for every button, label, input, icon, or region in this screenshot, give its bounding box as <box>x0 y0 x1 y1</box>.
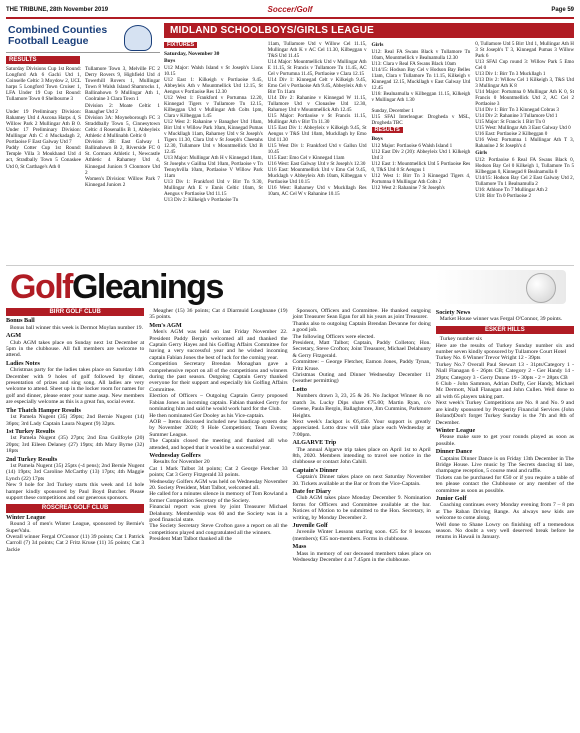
article-text: Round 3 of men's Winter League, sponsored by Bernie's SuperValu. Overall winner Fergal O'Connor (11) 39 points; Cat 1 Patrick Carroll (7) 34 points; Cat 2 Fritz Kruse (11) 35 points; Cat 3 Jackie <box>6 521 145 553</box>
fixtures-date: Saturday, November 30 <box>164 51 220 57</box>
article-text: Club AGM takes place on Sunday next 1st December at 5pm in the clubhouse. All full members are welcome to attend. <box>6 339 145 359</box>
article-heading: ALGARVE Trip <box>292 439 337 447</box>
article-text: Juvenile Winter Lessons starting soon. €25 for 8 lessons (members); €35 non-members. Forms in clubhouse. <box>292 529 431 542</box>
msl-col1-text: U12 Major: Walsh Island v St Joseph's Lions 10.15 U12 East 1: Kilkeigh v Portlaoise 9.45, Abbeyleix Ath v Mountmellick Utd 12.15, St Aengus v Portlaoise Res 12.30 U12 West 1: Frankford v Portumna 12.20, Kinnegad Tigers v Tullamore Tn 12.15, Kilbeggan Utd v Mullingar Ath Colts 1pm, Clara v Kilbeggan 1.45 U12 West 2: Rahanine v Banagher Utd 10am, Birr Utd v Willow Park 10am, Kinnegad Pumas v Muckllagh 11am, Raharney Utd v St Joseph's Tigers 11.30, Clara Utd v St Joseph's Cheetahs 12.30, Tullamore Utd v Mountmellick Utd B 12.45 U13 Major: Mullingar Ath H v Kinnegad 10am, St Josephs v Gaillna Utd 10am, Portlaoise v Tn Tennyhvilla 10am, Portlaoise V Willow Park 11am U13 Div 1: Frankford Utd v Birr Tn 9.30, Mullingar Ath E v Ennis Celtic 10am, St Aengus v Portlaoise Utd 11.15 U13 Div 2: Kilkeigh v Portlaoise Tn <box>164 65 263 203</box>
paper-name: THE TRIBUNE, 28th November 2019 <box>6 7 109 13</box>
article-text: Coaching continues every Monday evening from 7 – 8 pm at The Raban Driving Range. As always new kids are welcome to come along. Well done to Shane Lowry on finishing off a tremendous season. No doubt a very well deserved break before he returns in Hawaii in January. <box>435 502 574 541</box>
ccfl-column-1 <box>6 66 81 188</box>
boys-label: Boys <box>164 58 176 64</box>
combined-counties-section <box>6 23 160 261</box>
article-heading: Winter League <box>435 426 476 434</box>
ccfl-title-line1: Combined Counties <box>8 24 108 36</box>
article-text: Bonus ball winner this week is Dermot Moylan number 19. <box>10 324 143 331</box>
article-heading: 1st Turkey Results <box>6 427 55 435</box>
ccfl-col1-text: Saturday Divisions Cup 1st Round: Longford Ath 6 Gachi Utd 1, Coinselle Celtic 3 Moydow 2, UCL harps 5 Longford Town Cruiser 1, LFA Under 19 Cup 1st Round: Tullamore Town 0 Shelbourne 3 Under 19 Preliminary Division: Rahamey Utd 4 Ascona Harps 4, S Willow Park 2 Mullingar Ath B 0. Under 17 Preliminary Division: Mullingar Ath C 4 Muckadagh 2, Portlaoise F East Galway Utd 7 Paddy Cotter Cup 1st Round: Temple Villa 3 Moukhand Utd 4 act, Stradbally Town 5 Conaskee Utd 0, St Carthage's Ath 0 <box>6 66 81 170</box>
fixtures-label: FIXTURES <box>164 42 197 48</box>
article-text: The annual Algarve trip takes place on April 1st to April 8th, 2020. Members intending to travel see notice in the clubhouse or contact John Cahill. <box>292 446 431 466</box>
msl-column-4 <box>475 41 574 203</box>
article-heading: Mass <box>292 543 307 551</box>
article-heading: Society News <box>435 309 471 316</box>
esker-hills-header: ESKER HILLS <box>436 326 574 334</box>
article-text: Please make sure to get your rounds played as soon as possible. <box>435 434 574 447</box>
article-text: 1st Pamela Nugent (35) 27pts; 2nd Ena Guilfoyle (20) 20pts; 3rd Eileen Delaney (27) 19pts; 4th Mary Byrne (32) 18pts <box>6 435 145 455</box>
article-text: Captain's Dinner takes place on next Saturday November 30. Tickets available at the Bar or from the Vice-Captain. <box>292 474 431 487</box>
msl-column-1 <box>164 41 263 203</box>
roscrea-club-header: ROSCREA GOLF CLUB <box>6 504 144 512</box>
page-header <box>6 4 574 16</box>
msl-results-label: RESULTS <box>372 127 403 133</box>
article-heading: AGM <box>6 332 22 340</box>
article-heading: Winter League <box>6 513 46 521</box>
article-text: Meagher (15) 36 points; Cat 4 Diarmuid Loughnane (19) 35 points. <box>149 308 288 321</box>
msl-col3-text: U12: Real FA Swans Black v Tullamore Tn 10am, Mountmellick v Bealnamulla 12.30 U13: Clara v Real FA Swans Black 10am U14/15: Hodson Bay Cel v Hodson Bay Belles 11am, Clara v Tullamore Tn 11.15, Kilkeigh v Kinnegad 12.15, Muckllagh v East Galway Utd 12.45 U16: Bealnamulla v Kilbeggan 11.15, Kilkeigh v Mullingar Ath 1.30 <box>371 49 471 103</box>
ccfl-title-line2: Football League <box>8 35 89 47</box>
article-text: Numbers drawn 3, 23, 25 & 26. No Jackpot Winner & no match 3s. Lucky Dips share €75.00; Martin Ryan, c/o Greene, Paula Bergin, Ballaghmore, Jim Cummins, Parkmore Heights. Next week's Jackpot is €6,450. Your support is greatly appreciated. Lotto draw will take place each Wednesday at 7:00pm. <box>292 393 431 438</box>
article-text: Mass in memory of our deceased members takes place on Wednesday December 4 at 7.45pm in the clubhouse. <box>292 550 431 564</box>
golf-gleanings-title <box>10 270 223 304</box>
results-boys-label: Boys <box>371 136 383 142</box>
article-text: 1st Pamela Nugent (35) 25pts (-4 pens); 2nd Bernie Nugent (14) 19pts; 3rd Caroline McCarthy (13) 17pts; 4th Maggie Lynch (22) 17pts New 9 hole for 3rd Turkey starts this week and 14 hole hamper kindly sponsored by Paul Boyd Butcher. Please support these competitions and our generous sponsors. <box>6 462 145 501</box>
article-text: Christmas party for the ladies takes place on Saturday 14th December with 9 holes of golf followed by dinner, presentation of prizes and sing song. All ladies are very welcome to attend. Sheet up in the locker room for names for golf and dinner, please enter your name asap. New members are especially welcome as this is a great fun, social event. <box>6 367 145 406</box>
msl-results-text: U12 Major: Portlaoise 6 Walsh Island 1 U12 East Div 2 (20): Abbeyleix Utd 1 Kilkeigh Utd 3 U12 East 1: Mountmellick Utd 5 Portlaoise Res 0, T&S Utd 0 St Aengus 1 U12 West 1: Birr Tn 3 Kinnegad Tigers 4, Portumna 0 Mullingar Ath Colts 2 U12 West 2: Rahanine 7 St Joseph's <box>371 143 471 191</box>
msl-col4-text: 0, Tullamore Utd 5 Birr Utd 1, Mullingar Ath H 3 St Joseph's T 3, Kinnegad Pumas 3 Willow Park 6 U13 SFAI Cup round 3: Willow Park 5 Emo Cel 0 U13 Div 1: Birr Tn 3 Muckllagh 1 U13 Div 2: Willow Cel 1 Kilkeigh 3, T&S Utd 3 Mullingar Ath K 8 U14 Major: Portumna 0 Mullingar Ath K 0, St Francis 0 Mountmellick Utd 2, AC Cel 2 Portlaoise 3 U14 Div 1: Birr Tn 3 Kinnegad Cobras 3 U14 Div 2: Rahanine 3 Tullamore Utd 1 U15 Major: St Francis 1 Birr Tn 0 U15 West: Mullingar Ath 3 East Galway Utd 0 U16 East: Portlaoise 2 Kilbeggan 0 U16 West: Portumna 1 Mullingar Ath T 3, Rahanine 2 St Joseph's 4 <box>475 41 574 149</box>
ccfl-col2-text: Tullamore Town 3, Melville FC 2 Derry Rovers 9, Highfield Utd 4 Towerhill Rovers 1, Mullingar Town 8 Walsh Island Shamrocks 1, Ballinahown 9 Mullingar Ath 1, Coolraine 3 Clara Town 1 Division 2: Moate Celtic 1 Banagher Utd 2 Division 3A: Moyneborough FC 3 Straddbally Town 5, Cinnesytown Celtic 4 Rosenallis B 1, Abbeyleix Athletic 4 Mullinabh Celtic 0 Division 3B: East Galway 1 Ballinahown B 2, Riverside FC 0 St. Cormacs Athletic 1, Newcastle Athletic 4 Rahamey Utd 4, Kinnegad Juniors 9 Clonmore Utd 2 Women's Division: Willow Park 7 Kinnegad Juniors 2 <box>85 66 160 188</box>
midland-schoolboys-section <box>164 23 574 261</box>
page-number: Page 59 <box>551 7 574 13</box>
ccfl-column-2 <box>85 66 160 188</box>
article-text: Club AGM takes place Monday December 9. Nomination forms for Officers and Committee available at the bar. Notices of Motion to be submitted to the Hon. Secretary, in writing, by Monday December 2. <box>292 495 431 521</box>
article-heading: Captain's Dinner <box>292 466 339 474</box>
results-girls-label: Girls <box>475 150 488 156</box>
article-text: Results for November 20 Cat 1 Mark Talbot 34 points; Cat 2 George Fletcher 33 points; Cat 3 Gerry Fitzgerald 33 points. Wednesday Golfers AGM was held on Wednesday November 20. Society President, Matt Talbot, welcomed all. He called for a minutes silence in memory of Tom Rowland a former Competition Secretary of the Society. Financial report was given by joint Treasurer Michael Delahunty. Membership was 60 and the Society was in a good financial state. The Society Secretary Steve Crofton gave a report on all the competitions played and congratulated all the winners. President Matt Talbot thanked all the <box>149 459 288 543</box>
golf-column-1 <box>6 308 144 565</box>
golf-gleanings-banner <box>6 265 574 305</box>
article-heading: Men's AGM <box>149 321 182 329</box>
article-text: Turkey number six Here are the results of Turkey Sunday number six and number seven kindly sponsored by Tullamore Court Hotel Turkey No. 6 Winner Trevor Wright 12 - 39pts Turkey No.7 Overall Paul Stewart 13 - 31pts/Category 1 - Niall Flanagan 6 - 26pts CB; Category 2 - Ger Handy 14 - 29pts; Category 3 - Gerry Dunne 19 - 30pts - 2 = 28pts CB 6 Club - John Sammon, Adrian Duffy, Ger Handy, Michael Mc Dermott, Niall Flanagan and John Cullen. Well done to all with 65 players taking part. Next week's Turkey Competitions are No. 8 and No. 9 and are kindly sponsored by Prosperity Financial Services (John Boland)Don't forget Turkey Sunday is the 7th and 8th of December. <box>435 336 574 426</box>
article-heading: Ladies Notes <box>6 359 40 367</box>
league-crest-icon <box>124 25 152 51</box>
article-heading: Date for Diary <box>292 487 331 495</box>
msl-header: MIDLAND SCHOOLBOYS/GIRLS LEAGUE <box>164 23 574 38</box>
ccfl-results-label: RESULTS <box>6 56 80 64</box>
article-heading: 2nd Turkey Results <box>6 455 58 463</box>
golf-column-2 <box>149 308 287 565</box>
article-heading: Junior Golf <box>435 494 467 502</box>
golf-columns <box>6 308 574 565</box>
msl-column-3 <box>372 41 471 203</box>
title-golf: Golf <box>10 268 72 306</box>
msl-column-2 <box>268 41 367 203</box>
article-text: Captains Dinner Dance is on Friday 13th December in The Bridge House. Live music by The Secrets dancing til late, champagne reception, 5 course meal and raffle. Tickets can be purchased for €50 or if you require a table of ten please contact the Clubhouse or any member of the committee as soon as possible. <box>435 455 574 494</box>
ccfl-masthead <box>6 23 160 53</box>
article-heading: Lotto <box>292 385 307 393</box>
section-title: Soccer/Golf <box>267 5 313 14</box>
article-text: Men's AGM was held on last Friday November 22. President Paddy Bergin welcomed all and thanked the Captain Gerry Hayes and his Golfing Affairs Committee for having a very successful year and he wished incoming captain Fabian Jones the best of luck for the coming year. Competition Secretary Brendan Monaghan gave a comprehensive report on all of the competitions and winners during the past season. Outgoing Captain Gerry thanked everyone for their support and especially his Golfing Affairs Committee. Election of Officers – Outgoing Captain Gerry proposed Fabian Jones as incoming captain. Fabian thanked Gerry for nominating him and said he would work hard for the Club. He then nominated Ger Dooley as his Vice-captain. AOB – Items discussed included new handicap system due by November 2020; 9 Hole Competition; Team Events; Summer League. The Captain closed the meeting and thanked all who attended, and hoped that it would be a successful year. <box>149 329 288 451</box>
article-heading: Bonus Ball <box>6 317 35 325</box>
golf-column-4 <box>436 308 574 565</box>
article-text: 1st Pamela Nugent (35) 39pts; 2nd Bernie Nugent (14) 36pts; 3rd Lady Captain Laura Nugent (9) 32pts. <box>6 414 145 427</box>
msl-col2-text: 11am, Tullamore Utd v Willow Cel 11.15, Mullingar Ath K v AC Cel 11.30, Kilbeggan v T&S Utd 11.45 U14 Major: Mountmellick Utd v Mullingar Ath E 11.15, St Francis v Tullamore Tn 11.45, AC Cel v Portumna 11.45, Portlaoise v Clara 12.15 U14 Div 1: Kinnegad Celt v Kilkeigh 9.45, Emo Cel v Portlaoise Ath 9.45, Abbeyleix Ath v Birr Tn 11am U14 Div 2: Rahanine v Kinnegad W 11.15, Tullamore Utd v Clonaslee Utd 12.30, Raharney Utd v Mountmellick Ath 12.45 U15 Major: Portlaoise v St Francis 11.15, Mullingar Ath v Birr Tn 11.30 U15 East Div 1: Abbeyleix v Kilkeigh 9.45, St Aengus v T&S Utd 10am, Muckllagh by Emo Utd 11.30 U15 West Div 1: Frankford Utd v Gallsn Utd 10.45 U15 East: Emo Cel v Kinnegad 11am U16 West: East Galway Utd v St Joseph's 12.30 U16 East: Mountmellick Utd v Emo Cel 9.45, Mucklagh v Abbeyleix Ath 10am, Kilbeggan v Portlaoise Utd 10.15 U16 West: Raharney Utd v Muckllagh Res 10am, AC Cel W v Rahanine 10.15 <box>267 41 367 197</box>
golf-ball-icon <box>436 270 566 304</box>
golf-column-3 <box>293 308 431 565</box>
article-text: Market House winner was Fergal O'Connor, 39 points. <box>439 316 563 323</box>
girls-label: Girls <box>371 42 384 48</box>
article-heading: Dinner Dance <box>435 448 473 456</box>
title-gleanings: Gleanings <box>71 268 223 306</box>
msl-col4-girls-text: U12: Portlaoise 6 Real FA Swans Black 0, Hodson Bay Cel 0 Kilkeigh 1, Tullamore Tn 5 Kilbeggan 0, Kinnegad 8 Bealnamulla 0 U14/15: Hodson Bay Cel 2 East Galway Utd 2, Tullamore Tn 1 Bealnamulla 2 U16: Athlone Tn 7 Mullingar Ath 2 U18: Birr Tn 0 Portlaoise 2 <box>475 157 574 199</box>
article-heading: Wednesday Golfers <box>149 451 201 459</box>
article-heading: The Thatch Hamper Results <box>6 406 81 414</box>
article-text: Sponsors, Officers and Committee. He thanked outgoing joint Treasurer Sean Egan for all his years as joint Treasurer. Thanks also to outgoing Captain Brendan Devanne for doing a good job. The following Officers were elected. President, Matt Talbot; Captain, Paddy Colleton; Hon. Secretary, Steve Crofton; Joint Treasurer, Michael Delahunty & Gerry Fitzgerald. Committee: – George Fletcher, Eamon Jones, Paddy Tynan, Fritz Kruse. Christmas Outing and Dinner Wednesday December 11 (weather permitting) <box>292 308 431 385</box>
birr-club-header: BIRR GOLF CLUB <box>6 308 144 316</box>
article-heading: Juvenile Golf <box>292 522 328 529</box>
msl-sunday-text: Sunday, December 1 U15 SFAI Interleague: Drogheda v MSL, Drogheda TBC <box>371 108 471 126</box>
